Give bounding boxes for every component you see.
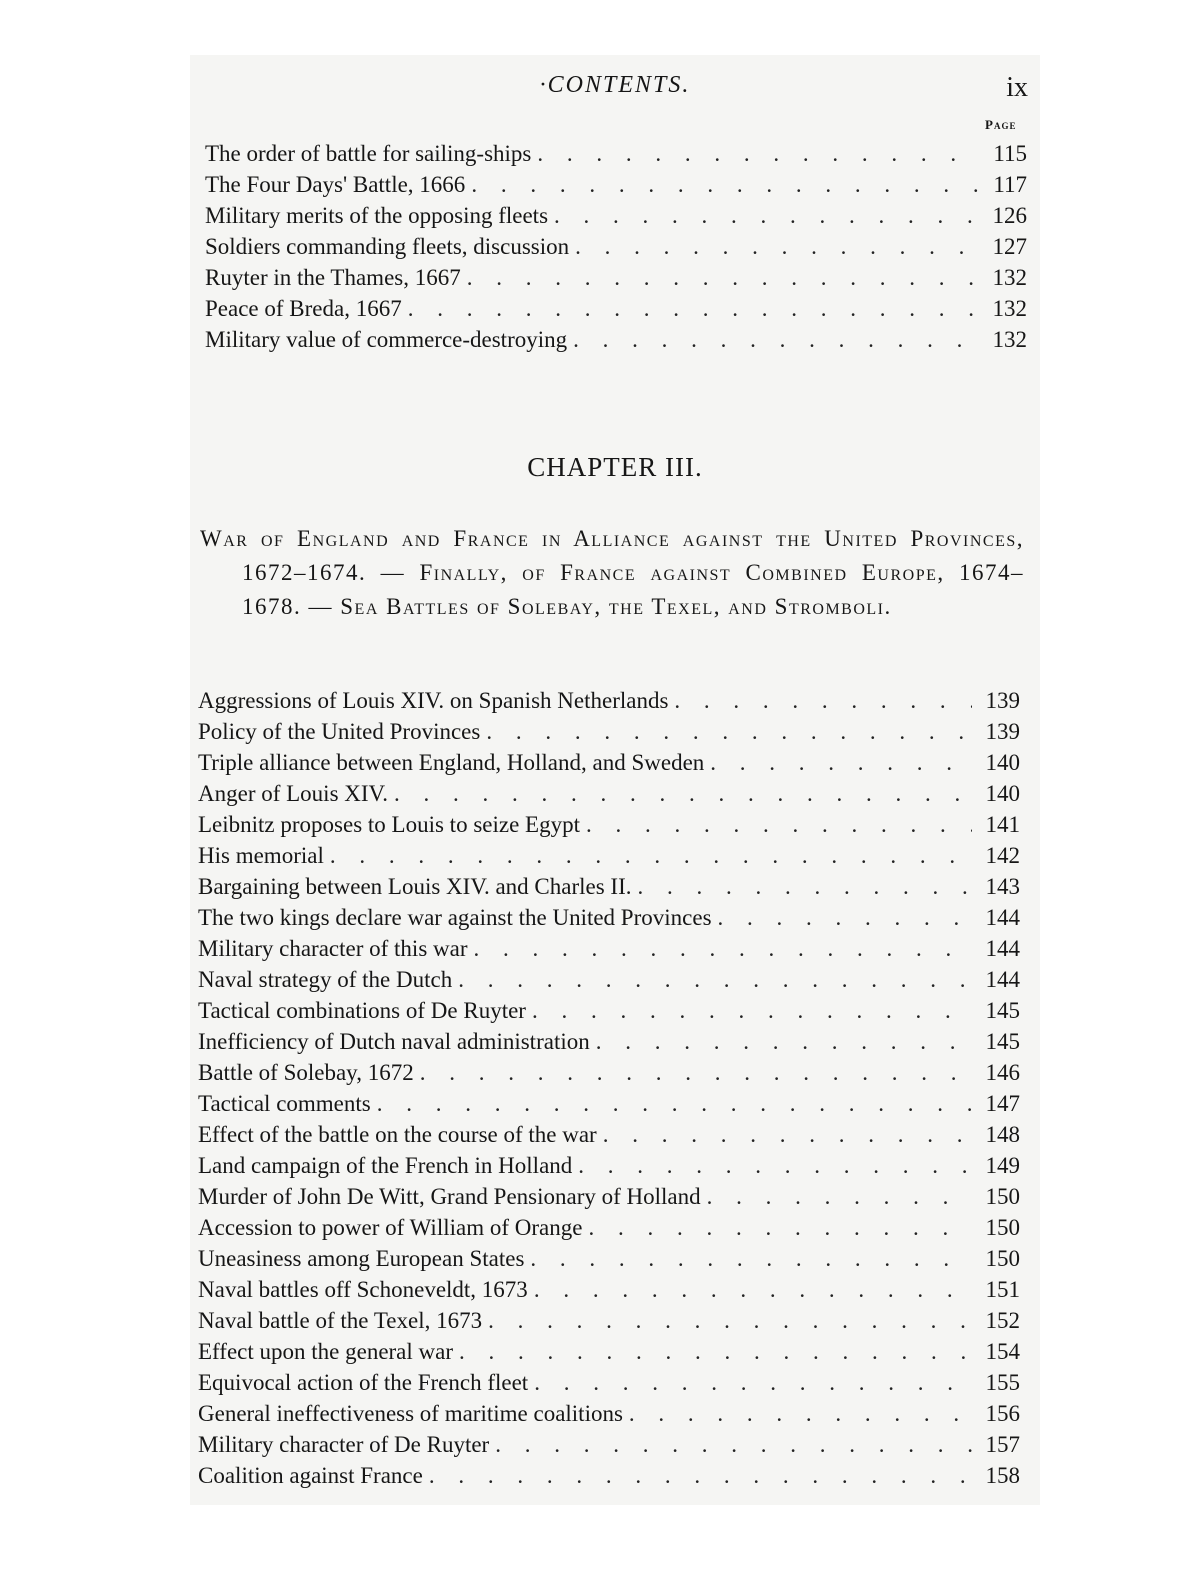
dot-leader — [471, 172, 979, 198]
toc-entry-page: 145 — [985, 998, 1020, 1023]
dot-leader — [718, 905, 972, 931]
toc-entry-page: 115 — [993, 141, 1027, 166]
toc-entry-page: 145 — [985, 1029, 1020, 1054]
toc-entry — [198, 998, 1020, 1029]
toc-entry — [198, 905, 1020, 936]
toc-entry-page: 150 — [985, 1184, 1020, 1209]
toc-entry-page: 154 — [985, 1339, 1020, 1364]
toc-entry-page: 158 — [985, 1463, 1020, 1488]
dot-leader — [573, 327, 979, 353]
dot-leader — [429, 1463, 972, 1489]
dot-leader — [575, 234, 979, 260]
dot-leader — [537, 141, 979, 167]
toc-entry-title: Military character of this war — [198, 936, 468, 961]
toc-entry-title: Soldiers commanding fleets, discussion — [205, 234, 570, 259]
toc-entry-title: Peace of Breda, 1667 — [205, 296, 402, 321]
toc-entry-title: Bargaining between Louis XIV. and Charles II. — [198, 874, 632, 899]
toc-entry — [198, 1060, 1020, 1091]
toc-entry-page: 152 — [985, 1308, 1020, 1333]
toc-entry-page: 140 — [985, 750, 1020, 775]
toc-entry-title: Military value of commerce-destroying — [205, 327, 568, 352]
toc-entry-page: 150 — [985, 1215, 1020, 1240]
dot-leader — [495, 1432, 972, 1458]
toc-entry-title: Effect upon the general war — [198, 1339, 454, 1364]
toc-entry — [198, 1091, 1020, 1122]
dot-leader — [474, 936, 973, 962]
toc-entry — [198, 843, 1020, 874]
dot-leader — [486, 719, 972, 745]
dot-leader — [638, 874, 973, 900]
page-number: ix — [1006, 72, 1028, 103]
toc-entry — [198, 1246, 1020, 1277]
toc-entry-title: Murder of John De Witt, Grand Pensionary of Holland — [198, 1184, 701, 1209]
toc-entry — [198, 1370, 1020, 1401]
dot-leader — [603, 1122, 972, 1148]
toc-entry — [205, 203, 1027, 234]
toc-entry-page: 147 — [985, 1091, 1020, 1116]
toc-entry-title: Leibnitz proposes to Louis to seize Egypt — [198, 812, 580, 837]
toc-list-chapter-three — [198, 688, 1020, 1494]
toc-entry-title: Tactical comments — [198, 1091, 371, 1116]
toc-entry-page: 144 — [985, 967, 1020, 992]
toc-entry-title: Anger of Louis XIV. — [198, 781, 388, 806]
toc-entry — [198, 1153, 1020, 1184]
toc-entry-page: 132 — [992, 265, 1027, 290]
dot-leader — [530, 1246, 972, 1272]
toc-entry — [198, 1215, 1020, 1246]
toc-entry-page: 132 — [992, 296, 1027, 321]
toc-entry-page: 117 — [993, 172, 1027, 197]
toc-entry-page: 146 — [985, 1060, 1020, 1085]
dot-leader — [578, 1153, 972, 1179]
toc-entry-title: Accession to power of William of Orange — [198, 1215, 583, 1240]
running-head — [200, 72, 1030, 112]
toc-entry — [198, 1339, 1020, 1370]
toc-entry-page: 157 — [985, 1432, 1020, 1457]
toc-entry-title: The Four Days' Battle, 1666 — [205, 172, 466, 197]
toc-entry — [198, 1463, 1020, 1494]
toc-entry-title: Coalition against France — [198, 1463, 423, 1488]
dot-leader — [534, 1370, 972, 1396]
toc-entry — [198, 967, 1020, 998]
toc-entry — [198, 1401, 1020, 1432]
dot-leader — [488, 1308, 972, 1334]
toc-entry — [198, 936, 1020, 967]
toc-entry — [198, 812, 1020, 843]
toc-entry-page: 151 — [985, 1277, 1020, 1302]
dot-leader — [330, 843, 972, 869]
toc-entry-page: 148 — [985, 1122, 1020, 1147]
dot-leader — [459, 1339, 972, 1365]
toc-entry-page: 127 — [992, 234, 1027, 259]
toc-entry-title: Tactical combinations of De Ruyter — [198, 998, 526, 1023]
dot-leader — [707, 1184, 972, 1210]
toc-entry — [205, 327, 1027, 358]
toc-entry-title: His memorial — [198, 843, 324, 868]
chapter-summary: War of England and France in Alliance against the United Provinces, 1672–1674. — Finally, of France against Combined Europe, 1674–1678. — Sea Battles of Solebay, the Texel, and Stromboli. — [200, 526, 1024, 619]
dot-leader — [534, 1277, 972, 1303]
dot-leader — [467, 265, 979, 291]
toc-entry-title: General ineffectiveness of maritime coalitions — [198, 1401, 623, 1426]
toc-entry-page: 155 — [985, 1370, 1020, 1395]
toc-entry — [198, 874, 1020, 905]
toc-entry-page: 140 — [985, 781, 1020, 806]
toc-entry-page: 139 — [985, 688, 1020, 713]
dot-leader — [674, 688, 972, 714]
toc-entry-page: 142 — [985, 843, 1020, 868]
running-title: ·CONTENTS. — [539, 72, 691, 98]
toc-entry-title: The order of battle for sailing-ships — [205, 141, 532, 166]
dot-leader — [710, 750, 972, 776]
dot-leader — [554, 203, 979, 229]
toc-entry-title: Naval strategy of the Dutch — [198, 967, 453, 992]
toc-entry-page: 150 — [985, 1246, 1020, 1271]
dot-leader — [532, 998, 972, 1024]
toc-entry-page: 144 — [985, 905, 1020, 930]
dot-leader — [586, 812, 972, 838]
toc-entry — [205, 234, 1027, 265]
toc-entry — [205, 172, 1027, 203]
dot-leader — [377, 1091, 972, 1117]
toc-entry — [198, 1122, 1020, 1153]
toc-entry-page: 143 — [985, 874, 1020, 899]
toc-entry — [198, 688, 1020, 719]
toc-entry-title: Naval battle of the Texel, 1673 — [198, 1308, 483, 1333]
toc-entry-page: 126 — [992, 203, 1027, 228]
dot-leader — [629, 1401, 972, 1427]
toc-entry-page: 141 — [985, 812, 1020, 837]
toc-entry-page: 149 — [985, 1153, 1020, 1178]
toc-entry — [198, 719, 1020, 750]
toc-entry — [198, 1432, 1020, 1463]
dot-leader — [394, 781, 972, 807]
toc-entry-title: Ruyter in the Thames, 1667 — [205, 265, 461, 290]
toc-entry-title: Inefficiency of Dutch naval administration — [198, 1029, 590, 1054]
toc-entry-title: Naval battles off Schoneveldt, 1673 — [198, 1277, 528, 1302]
toc-entry-title: The two kings declare war against the United Provinces — [198, 905, 712, 930]
toc-entry-page: 132 — [992, 327, 1027, 352]
toc-entry-title: Effect of the battle on the course of the war — [198, 1122, 597, 1147]
toc-entry-page: 144 — [985, 936, 1020, 961]
toc-entry-title: Triple alliance between England, Holland, and Sweden — [198, 750, 705, 775]
dot-leader — [420, 1060, 972, 1086]
toc-entry — [198, 1029, 1020, 1060]
chapter-heading: CHAPTER III. — [527, 452, 703, 482]
toc-entry-title: Aggressions of Louis XIV. on Spanish Netherlands — [198, 688, 669, 713]
toc-list-previous-chapter — [205, 141, 1027, 358]
toc-entry — [198, 750, 1020, 781]
toc-entry-title: Uneasiness among European States — [198, 1246, 525, 1271]
toc-entry-title: Equivocal action of the French fleet — [198, 1370, 529, 1395]
toc-entry-title: Military merits of the opposing fleets — [205, 203, 549, 228]
toc-entry — [205, 296, 1027, 327]
toc-entry — [205, 265, 1027, 296]
toc-entry — [198, 1184, 1020, 1215]
dot-leader — [596, 1029, 972, 1055]
toc-entry-page: 156 — [985, 1401, 1020, 1426]
toc-entry — [198, 781, 1020, 812]
toc-entry-title: Battle of Solebay, 1672 — [198, 1060, 414, 1085]
dot-leader — [588, 1215, 972, 1241]
dot-leader — [408, 296, 979, 322]
toc-entry-title: Military character of De Ruyter — [198, 1432, 490, 1457]
dot-leader — [458, 967, 972, 993]
toc-entry-title: Land campaign of the French in Holland — [198, 1153, 573, 1178]
toc-entry-title: Policy of the United Provinces — [198, 719, 481, 744]
toc-entry — [198, 1308, 1020, 1339]
toc-entry — [205, 141, 1027, 172]
toc-entry-page: 139 — [985, 719, 1020, 744]
page-column-label: Page — [985, 117, 1017, 132]
toc-entry — [198, 1277, 1020, 1308]
